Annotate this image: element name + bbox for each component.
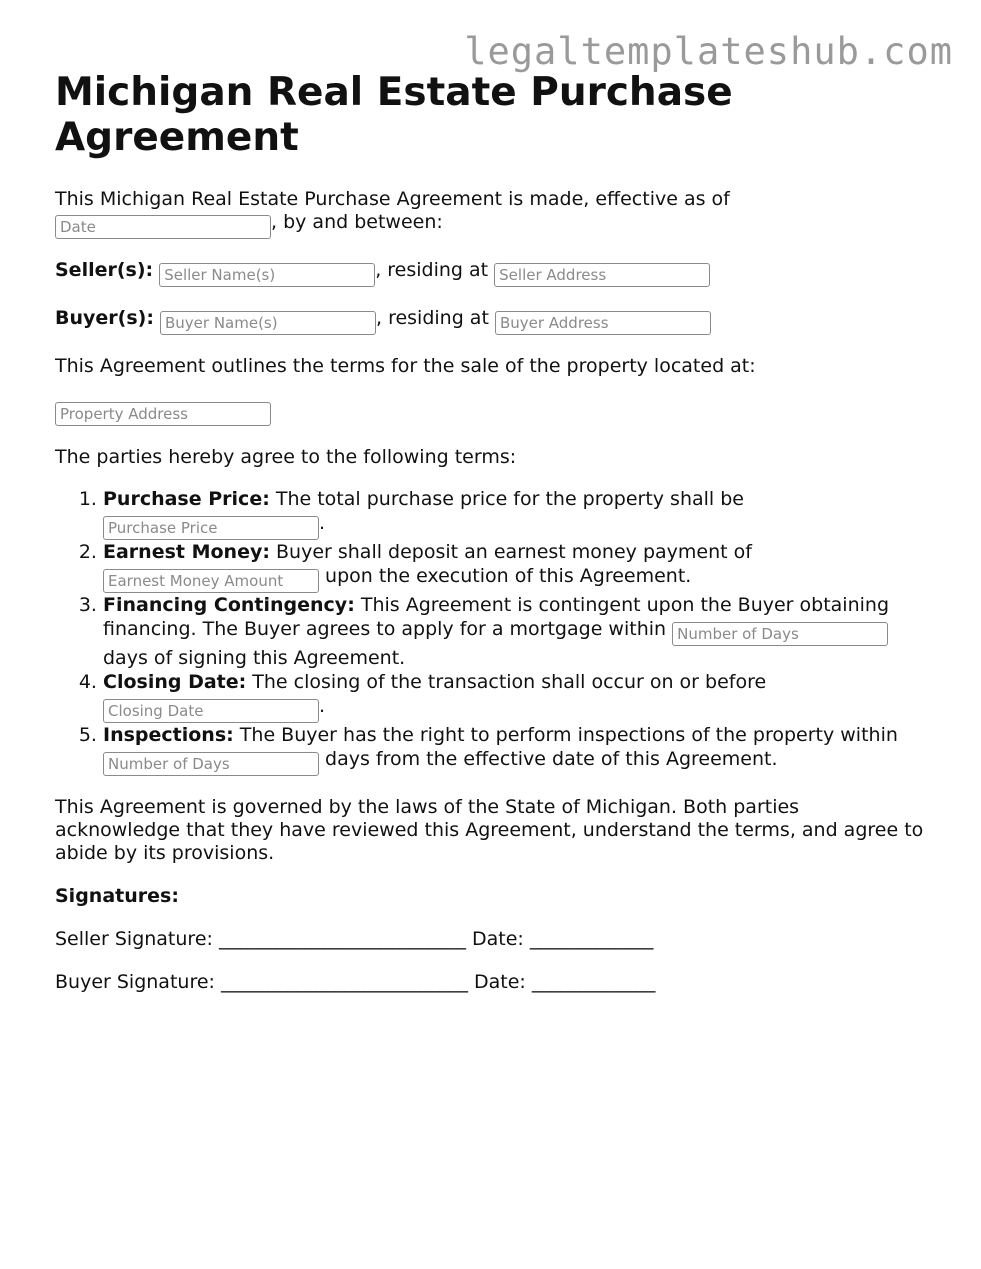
intro-text-after: , by and between: [271,211,443,233]
buyer-label: Buyer(s): [55,307,154,329]
purchase-price-field[interactable] [103,516,319,540]
term-label: Financing Contingency: [103,594,355,616]
seller-label: Seller(s): [55,259,154,281]
signatures-heading: Signatures: [55,885,179,907]
property-lead-text: This Agreement outlines the terms for the sale of the property located at: [55,355,756,377]
term-text-after: . [319,695,326,717]
seller-row [55,259,925,287]
term-label: Purchase Price: [103,488,270,510]
closing-date-field[interactable] [103,699,319,723]
term-earnest-money [103,540,925,593]
intro-paragraph [55,188,925,239]
terms-intro-text: The parties hereby agree to the following terms: [55,446,517,468]
terms-list [55,487,925,776]
term-financing-contingency [103,593,925,670]
earnest-money-field[interactable] [103,569,319,593]
inspection-days-field[interactable] [103,752,319,776]
buyer-signature-line: Buyer Signature: __________________________ Date: _____________ [55,971,656,993]
term-label: Closing Date: [103,671,247,693]
seller-address-field[interactable] [494,263,710,287]
property-row [55,398,925,426]
term-text: Buyer shall deposit an earnest money payment of [269,541,752,563]
term-text: The closing of the transaction shall occur on or before [246,671,767,693]
term-text: This Agreement is contingent upon the Buyer obtaining financing. The Buyer agrees to apply for a mortgage within [103,594,890,640]
buyer-row [55,307,925,335]
governing-law-paragraph: This Agreement is governed by the laws of the State of Michigan. Both parties acknowledge that they have reviewed this Agreement, understand the terms, and agree to abide by its provisions. [55,796,924,864]
document-page [55,70,925,994]
term-purchase-price [103,487,925,540]
term-text-after: days of signing this Agreement. [103,647,406,669]
term-text: The total purchase price for the property shall be [269,488,744,510]
term-text-after: days from the effective date of this Agreement. [319,748,778,770]
term-closing-date [103,670,925,723]
term-inspections [103,723,925,776]
buyer-address-field[interactable] [495,311,711,335]
seller-residing-text: , residing at [375,259,489,281]
term-text: The Buyer has the right to perform inspections of the property within [233,724,898,746]
buyer-name-field[interactable] [160,311,376,335]
term-text-after: . [319,512,326,534]
financing-days-field[interactable] [672,622,888,646]
seller-name-field[interactable] [159,263,375,287]
document-title: Michigan Real Estate Purchase Agreement [55,70,733,160]
intro-text: This Michigan Real Estate Purchase Agreement is made, effective as of [55,188,730,210]
effective-date-field[interactable] [55,215,271,239]
seller-signature-line: Seller Signature: __________________________ Date: _____________ [55,928,654,950]
term-label: Inspections: [103,724,234,746]
buyer-residing-text: , residing at [375,307,489,329]
property-address-field[interactable] [55,402,271,426]
term-text-after: upon the execution of this Agreement. [319,565,692,587]
watermark-text: legaltemplateshub.com [464,30,953,73]
term-label: Earnest Money: [103,541,270,563]
